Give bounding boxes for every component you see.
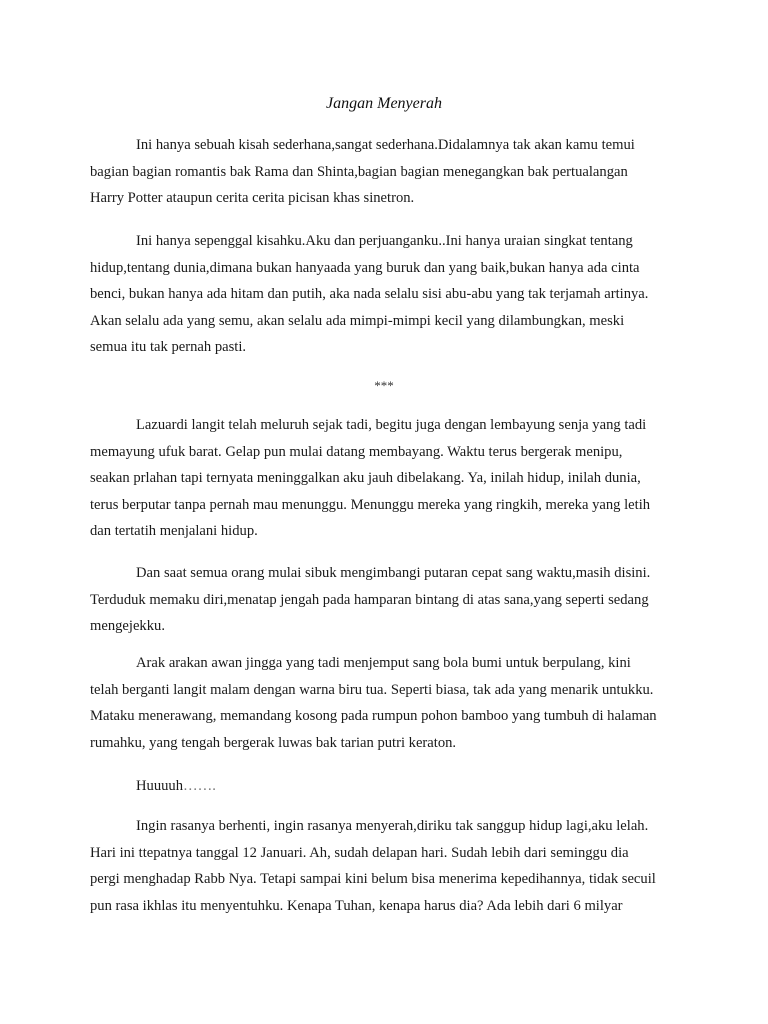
paragraph-line: pun rasa ikhlas itu menyentuhku. Kenapa Tuhan, kenapa harus dia? Ada lebih dari 6 milyar (90, 897, 623, 914)
paragraph-3 (90, 412, 685, 545)
paragraph-line: benci, bukan hanya ada hitam dan putih, aka nada selalu sisi abu-abu yang tak terjamah artinya. (90, 286, 649, 302)
paragraph-line: telah berganti langit malam dengan warna biru tua. Seperti biasa, tak ada yang menarik untukku. (90, 681, 654, 698)
paragraph-line: semua itu tak pernah pasti. (90, 339, 247, 355)
paragraph-line: bagian bagian romantis bak Rama dan Shinta,bagian bagian menegangkan bak pertualangan (90, 163, 628, 180)
paragraph-line: rumahku, yang tengah bergerak luwas bak tarian putri keraton. (90, 734, 457, 751)
document-title: Jangan Menyerah (326, 95, 442, 112)
paragraph-line: dan tertatih menjalani hidup. (90, 523, 258, 539)
paragraph-line: Akan selalu ada yang semu, akan selalu ada mimpi-mimpi kecil yang dilambungkan, meski (90, 312, 625, 329)
paragraph-line: Ini hanya sepenggal kisahku.Aku dan perjuanganku..Ini hanya uraian singkat tentang (136, 233, 633, 249)
paragraph-line: Ini hanya sebuah kisah sederhana,sangat sederhana.Didalamnya tak akan kamu temui (136, 137, 635, 153)
paragraph-line: Harry Potter ataupun cerita cerita picisan khas sinetron. (90, 190, 415, 206)
paragraph-line: Ingin rasanya berhenti, ingin rasanya menyerah,diriku tak sanggup hidup lagi,aku lelah. (136, 818, 649, 834)
paragraph-line: Arak arakan awan jingga yang tadi menjemput sang bola bumi untuk berpulang, kini (136, 655, 631, 671)
ellipsis-dots: ……. (183, 778, 216, 794)
paragraph-7 (90, 813, 685, 919)
paragraph-line: memayung ufuk barat. Gelap pun mulai datang membayang. Waktu terus bergerak menipu, (90, 443, 623, 460)
paragraph-line: hidup,tentang dunia,dimana bukan hanyaada yang buruk dan yang baik,bukan hanya ada cinta (90, 259, 640, 276)
paragraph-line: Hari ini ttepatnya tanggal 12 Januari. Ah, sudah delapan hari. Sudah lebih dari seminggu dia (90, 844, 629, 861)
paragraph-5 (90, 650, 685, 756)
paragraph-1 (90, 132, 685, 212)
paragraph-line: Lazuardi langit telah meluruh sejak tadi, begitu juga dengan lembayung senja yang tadi (136, 417, 647, 433)
paragraph-line: seakan prlahan tapi ternyata meninggalkan aku jauh dibelakang. Ya, inilah hidup, inilah dunia, (90, 470, 641, 486)
paragraph-6 (90, 773, 685, 800)
paragraph-line: mengejekku. (90, 618, 165, 634)
paragraph-2 (90, 228, 685, 361)
paragraph-line: Mataku menerawang, memandang kosong pada rumpun pohon bamboo yang tumbuh di halaman (90, 708, 657, 724)
section-separator: *** (374, 378, 394, 393)
paragraph-line: pergi menghadap Rabb Nya. Tetapi sampai kini belum bisa menerima kepedihannya, tidak secuil (90, 871, 656, 887)
sigh-word: Huuuuh (136, 778, 184, 794)
paragraph-line: Dan saat semua orang mulai sibuk mengimbangi putaran cepat sang waktu,masih disini. (136, 565, 651, 581)
paragraph-4 (90, 560, 685, 640)
paragraph-line (90, 773, 685, 800)
paragraph-line: terus berputar tanpa pernah mau menunggu. Menunggu mereka yang ringkih, mereka yang letih (90, 496, 651, 513)
paragraph-line: Terduduk memaku diri,menatap jengah pada hamparan bintang di atas sana,yang seperti sedang (90, 591, 649, 608)
